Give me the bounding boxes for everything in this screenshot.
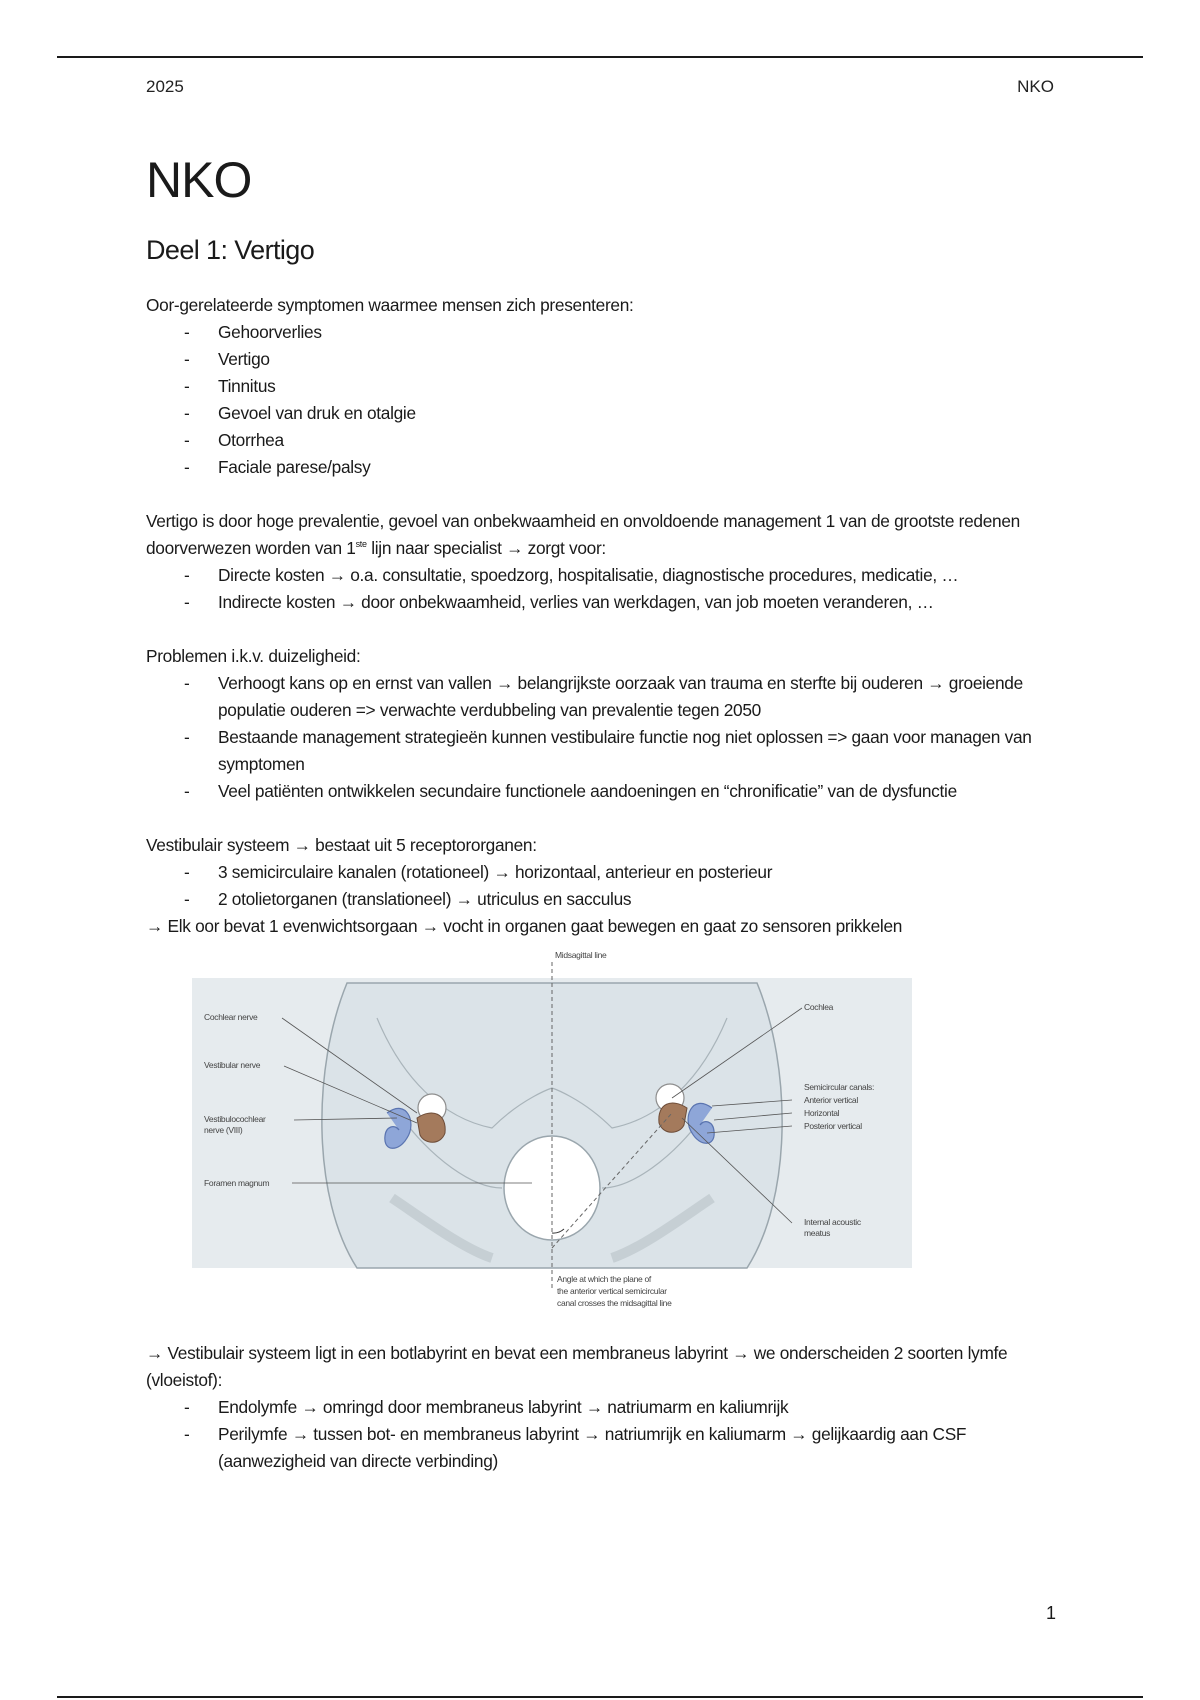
header-year: 2025 bbox=[146, 77, 184, 96]
label-midsagittal: Midsagittal line bbox=[555, 950, 607, 960]
problems-list bbox=[146, 670, 1062, 805]
label-vestibulocochlear-2: nerve (VIII) bbox=[204, 1125, 243, 1135]
vertigo-paragraph-text-end: lijn naar specialist → zorgt voor: bbox=[366, 538, 606, 558]
label-angle-2: the anterior vertical semicircular bbox=[557, 1286, 667, 1296]
symptoms-list bbox=[146, 319, 1062, 481]
list-item: - Faciale parese/palsy bbox=[146, 454, 1062, 481]
problems-intro: Problemen i.k.v. duizeligheid: bbox=[146, 646, 361, 666]
list-item: - Verhoogt kans op en ernst van vallen → belangrijkste oorzaak van trauma en sterfte bij ouderen → groeiende populatie ouderen => verwachte verdubbeling van prevalentie tegen 2050 bbox=[146, 670, 1062, 724]
label-angle-1: Angle at which the plane of bbox=[557, 1274, 651, 1284]
header-rule bbox=[57, 56, 1143, 58]
label-horizontal: Horizontal bbox=[804, 1108, 840, 1118]
label-foramen-magnum: Foramen magnum bbox=[204, 1178, 270, 1188]
list-item: - Directe kosten → o.a. consultatie, spoedzorg, hospitalisatie, diagnostische procedures, medicatie, … bbox=[146, 562, 1062, 589]
footer-rule bbox=[57, 1696, 1143, 1698]
left-nerve-bundle bbox=[417, 1113, 445, 1142]
label-vestibular-nerve: Vestibular nerve bbox=[204, 1060, 261, 1070]
vestibular-list bbox=[146, 859, 1062, 913]
list-item: - Otorrhea bbox=[146, 427, 1062, 454]
page-number: 1 bbox=[1045, 1603, 1056, 1623]
list-item: - Vertigo bbox=[146, 346, 1062, 373]
list-item: - Tinnitus bbox=[146, 373, 1062, 400]
label-vestibulocochlear-1: Vestibulocochlear bbox=[204, 1114, 266, 1124]
list-item: - 3 semicirculaire kanalen (rotationeel) → horizontaal, anterieur en posterieur bbox=[146, 859, 1062, 886]
list-item: - Gehoorverlies bbox=[146, 319, 1062, 346]
list-item: - Gevoel van druk en otalgie bbox=[146, 400, 1062, 427]
label-cochlear-nerve: Cochlear nerve bbox=[204, 1012, 258, 1022]
vestibular-note: → Elk oor bevat 1 evenwichtsorgaan → vocht in organen gaat bewegen en gaat zo sensoren prikkelen bbox=[146, 916, 903, 936]
lymph-list bbox=[146, 1394, 1062, 1475]
label-meatus-1: Internal acoustic bbox=[804, 1217, 861, 1227]
ordinal-suffix: ste bbox=[355, 539, 367, 550]
lymph-intro: → Vestibulair systeem ligt in een botlabyrint en bevat een membraneus labyrint → we onderscheiden 2 soorten lymfe (vloeistof): bbox=[146, 1343, 1008, 1390]
right-nerve-bundle bbox=[659, 1103, 687, 1132]
list-item: - Veel patiënten ontwikkelen secundaire functionele aandoeningen en “chronificatie” van de dysfunctie bbox=[146, 778, 1062, 805]
vertigo-paragraph-text: Vertigo is door hoge prevalentie, gevoel van onbekwaamheid en onvoldoende management 1 van de grootste redenen doorverwezen worden van 1 bbox=[146, 511, 1020, 558]
page-title: NKO bbox=[146, 152, 252, 208]
label-angle-3: canal crosses the midsagittal line bbox=[557, 1298, 672, 1308]
skull-base-figure bbox=[192, 948, 912, 1328]
list-item: - Bestaande management strategieën kunnen vestibulaire functie nog niet oplossen => gaan voor managen van symptomen bbox=[146, 724, 1062, 778]
list-item: - Indirecte kosten → door onbekwaamheid, verlies van werkdagen, van job moeten veranderen, … bbox=[146, 589, 1062, 616]
label-meatus-2: meatus bbox=[804, 1228, 831, 1238]
vertigo-paragraph bbox=[146, 508, 1062, 562]
section-heading: Deel 1: Vertigo bbox=[146, 235, 315, 265]
costs-list bbox=[146, 562, 1062, 616]
list-item: - 2 otolietorganen (translationeel) → utriculus en sacculus bbox=[146, 886, 1062, 913]
label-semicircular: Semicircular canals: bbox=[804, 1082, 875, 1092]
header-subject: NKO bbox=[1017, 77, 1054, 96]
label-posterior-vertical: Posterior vertical bbox=[804, 1121, 862, 1131]
list-item: - Endolymfe → omringd door membraneus labyrint → natriumarm en kaliumrijk bbox=[146, 1394, 1062, 1421]
vestibular-intro: Vestibulair systeem → bestaat uit 5 receptororganen: bbox=[146, 835, 537, 855]
symptoms-intro: Oor-gerelateerde symptomen waarmee mensen zich presenteren: bbox=[146, 295, 634, 315]
skull-base-illustration bbox=[192, 948, 912, 1328]
label-cochlea: Cochlea bbox=[804, 1002, 834, 1012]
list-item: - Perilymfe → tussen bot- en membraneus labyrint → natriumrijk en kaliumarm → gelijkaardig aan CSF (aanwezigheid van directe verbinding) bbox=[146, 1421, 1062, 1475]
label-anterior-vertical: Anterior vertical bbox=[804, 1095, 858, 1105]
page-content bbox=[146, 150, 1062, 1475]
